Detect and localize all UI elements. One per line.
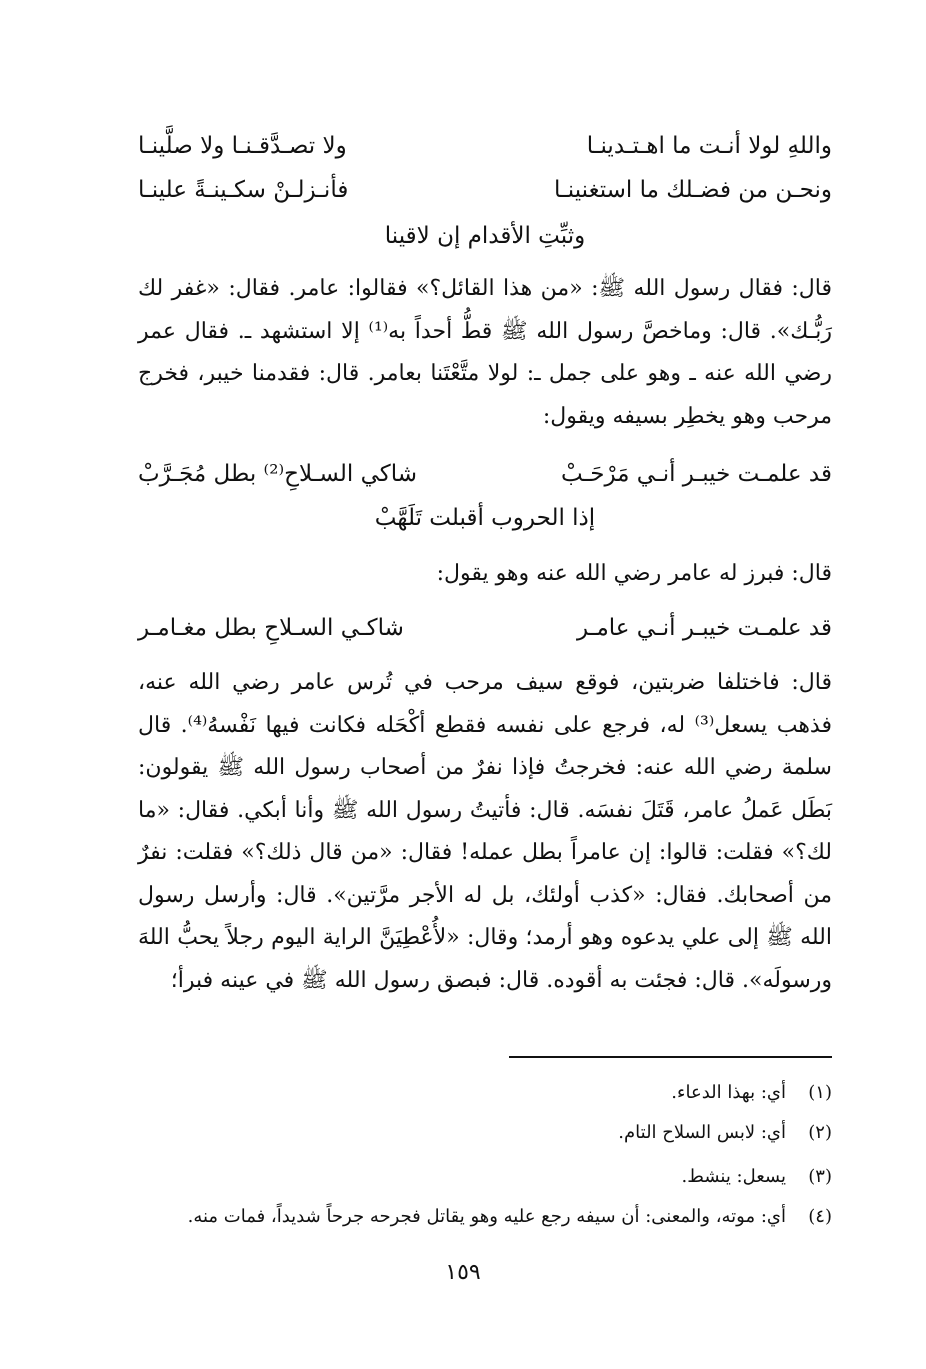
paragraph-3 [138,662,832,1002]
footnote-1 [120,1082,832,1122]
paragraph-text: قال: فاختلفا ضربتين، فوقع سيف مرحب في تُرس عامر رضي الله عنه، فذهب يسعل⁽³⁾ له، فرجع على نفسه فقطع أكْحَله فكانت فيها نَفْسهُ⁽⁴⁾. قال سلمة رضي الله عنه: فخرجتُ فإذا نفرٌ من أصحاب رسول الله ﷺ يقولون: بَطَل عَملُ عامر، قَتَلَ نفسَه. قال: فأتيتُ رسول الله ﷺ وأنا أبكي. فقال: «ما لك؟» فقلت: قالوا: إن عامراً بطل عمله! فقال: «من قال ذلك؟» فقلت: نفرٌ من أصحابك. فقال: «كذب أولئك، بل له الأجر مرَّتين». قال: وأرسل رسول الله ﷺ إلى علي يدعوه وهو أرمد؛ وقال: «لأُعْطِيَنَّ الراية اليوم رجلاً يحبُّ اللهَ ورسولَه». قال: فجئت به أقوده. قال: فبصق رسول الله ﷺ في عينه فبرأ؛ [138,670,832,993]
paragraph-text: قال: فقال رسول الله ﷺ: «من هذا القائل؟» فقالوا: عامر. فقال: «غفر لك رَبُّـك». قال: وماخصَّ رسول الله ﷺ قطُّ أحداً به⁽¹⁾ إلا استشهد ـ. فقال عمر رضي الله عنه ـ وهو على جمل ـ: لولا متَّعْتَنا بعامر. قال: فقدمنا خيبر، فخرج مرحب وهو يخطِر بسيفه ويقول: [138,276,832,429]
poem1-line3: وثبِّتِ الأقدام إن لاقينا [384,223,586,249]
footnote-text: أي: لابس السلاح التام. [618,1122,786,1143]
footnote-separator [509,1056,832,1058]
poem1-line2 [138,170,832,210]
footnote-text: أي: موته، والمعنى: أن سيفه رجع عليه وهو يقاتل فجرحه جرحاً شديداً، فمات منه. [187,1206,786,1227]
poem3-line1 [138,608,832,648]
footnote-number: (٤) [808,1206,832,1227]
footnote-3 [120,1166,832,1206]
paragraph-2 [138,553,832,596]
hemistich-right: قد علمـت خيبـر أنـي مَرْحَـبْ [560,461,832,487]
footnote-number: (٢) [808,1122,832,1143]
poem2-line2: إذا الحروب أقبلت تَلَهَّبْ [374,505,596,531]
footnote-number: (١) [808,1082,832,1103]
paragraph-1 [138,268,832,438]
hemistich-left: ولا تصـدَّقـنـا ولا صلَّينـا [138,133,347,159]
footnote-4 [120,1206,832,1246]
footnote-number: (٣) [808,1166,832,1187]
hemistich-right: واللهِ لولا أنـت ما اهـتـدينـا [586,133,832,159]
hemistich-left: شاكي السـلاحِ⁽²⁾ بطل مُجَـرَّبْ [138,461,418,487]
poem1-line1 [138,126,832,166]
hemistich-right: قد علمـت خيبـر أنـي عامـر [577,615,832,641]
footnotes [120,1082,832,1246]
footnote-text: أي: بهذا الدعاء. [671,1082,786,1103]
footnote-text: يسعل: ينشط. [681,1166,786,1187]
page-number: ١٥٩ [445,1260,481,1285]
hemistich-left: شاكـي السـلاحِ بطل مغـامـر [138,615,404,641]
footnote-2 [120,1122,832,1162]
paragraph-text: قال: فبرز له عامر رضي الله عنه وهو يقول: [436,561,832,586]
hemistich-right: ونحـن من فضـلك ما استغنينـا [554,177,832,203]
poem2-line1 [138,454,832,494]
hemistich-left: فأنـزلـنْ سكـينـةً علينـا [138,177,349,203]
